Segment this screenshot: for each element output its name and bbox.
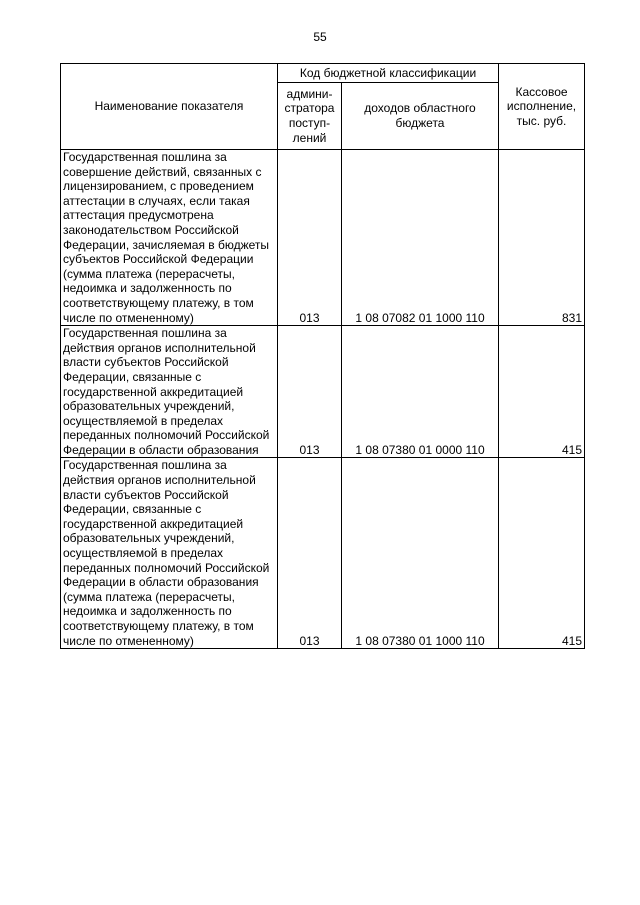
row-admin-code: 013 xyxy=(278,326,342,458)
row-budget-code: 1 08 07082 01 1000 110 xyxy=(342,150,499,326)
header-admin: админи-стратора поступ-лений xyxy=(278,83,342,150)
row-name: Государственная пошлина за действия органов исполнительной власти субъектов Российской Федерации, связанные с государственной аккредитацией образовательных учреждений, осуществляемой в пределах переданных полномочий Российской Федерации в области образования (сумма платежа (перерасчеты, недоимка и задолженность по соответствующему платежу, в том числе по отмененному) xyxy=(61,458,278,649)
page-number: 55 xyxy=(313,30,327,44)
header-name: Наименование показателя xyxy=(61,64,278,150)
table-row xyxy=(61,326,585,458)
row-name: Государственная пошлина за совершение действий, связанных с лицензированием, с проведением аттестации в случаях, если такая аттестация предусмотрена законодательством Российской Федерации, зачисляемая в бюджеты субъектов Российской Федерации (сумма платежа (перерасчеты, недоимка и задолженность по соответствующему платежу, в том числе по отмененному) xyxy=(61,150,278,326)
row-amount: 831 xyxy=(499,150,585,326)
row-admin-code: 013 xyxy=(278,458,342,649)
header-code-group: Код бюджетной классификации xyxy=(278,64,499,83)
table-row xyxy=(61,150,585,326)
header-row-top xyxy=(61,64,585,83)
row-budget-code: 1 08 07380 01 0000 110 xyxy=(342,326,499,458)
row-name: Государственная пошлина за действия органов исполнительной власти субъектов Российской Федерации, связанные с государственной аккредитацией образовательных учреждений, осуществляемой в пределах переданных полномочий Российской Федерации в области образования xyxy=(61,326,278,458)
budget-table xyxy=(60,63,585,649)
table-row xyxy=(61,458,585,649)
row-amount: 415 xyxy=(499,458,585,649)
header-revenue: доходов областного бюджета xyxy=(342,83,499,150)
row-admin-code: 013 xyxy=(278,150,342,326)
row-amount: 415 xyxy=(499,326,585,458)
header-cash: Кассовое исполнение, тыс. руб. xyxy=(499,64,585,150)
row-budget-code: 1 08 07380 01 1000 110 xyxy=(342,458,499,649)
